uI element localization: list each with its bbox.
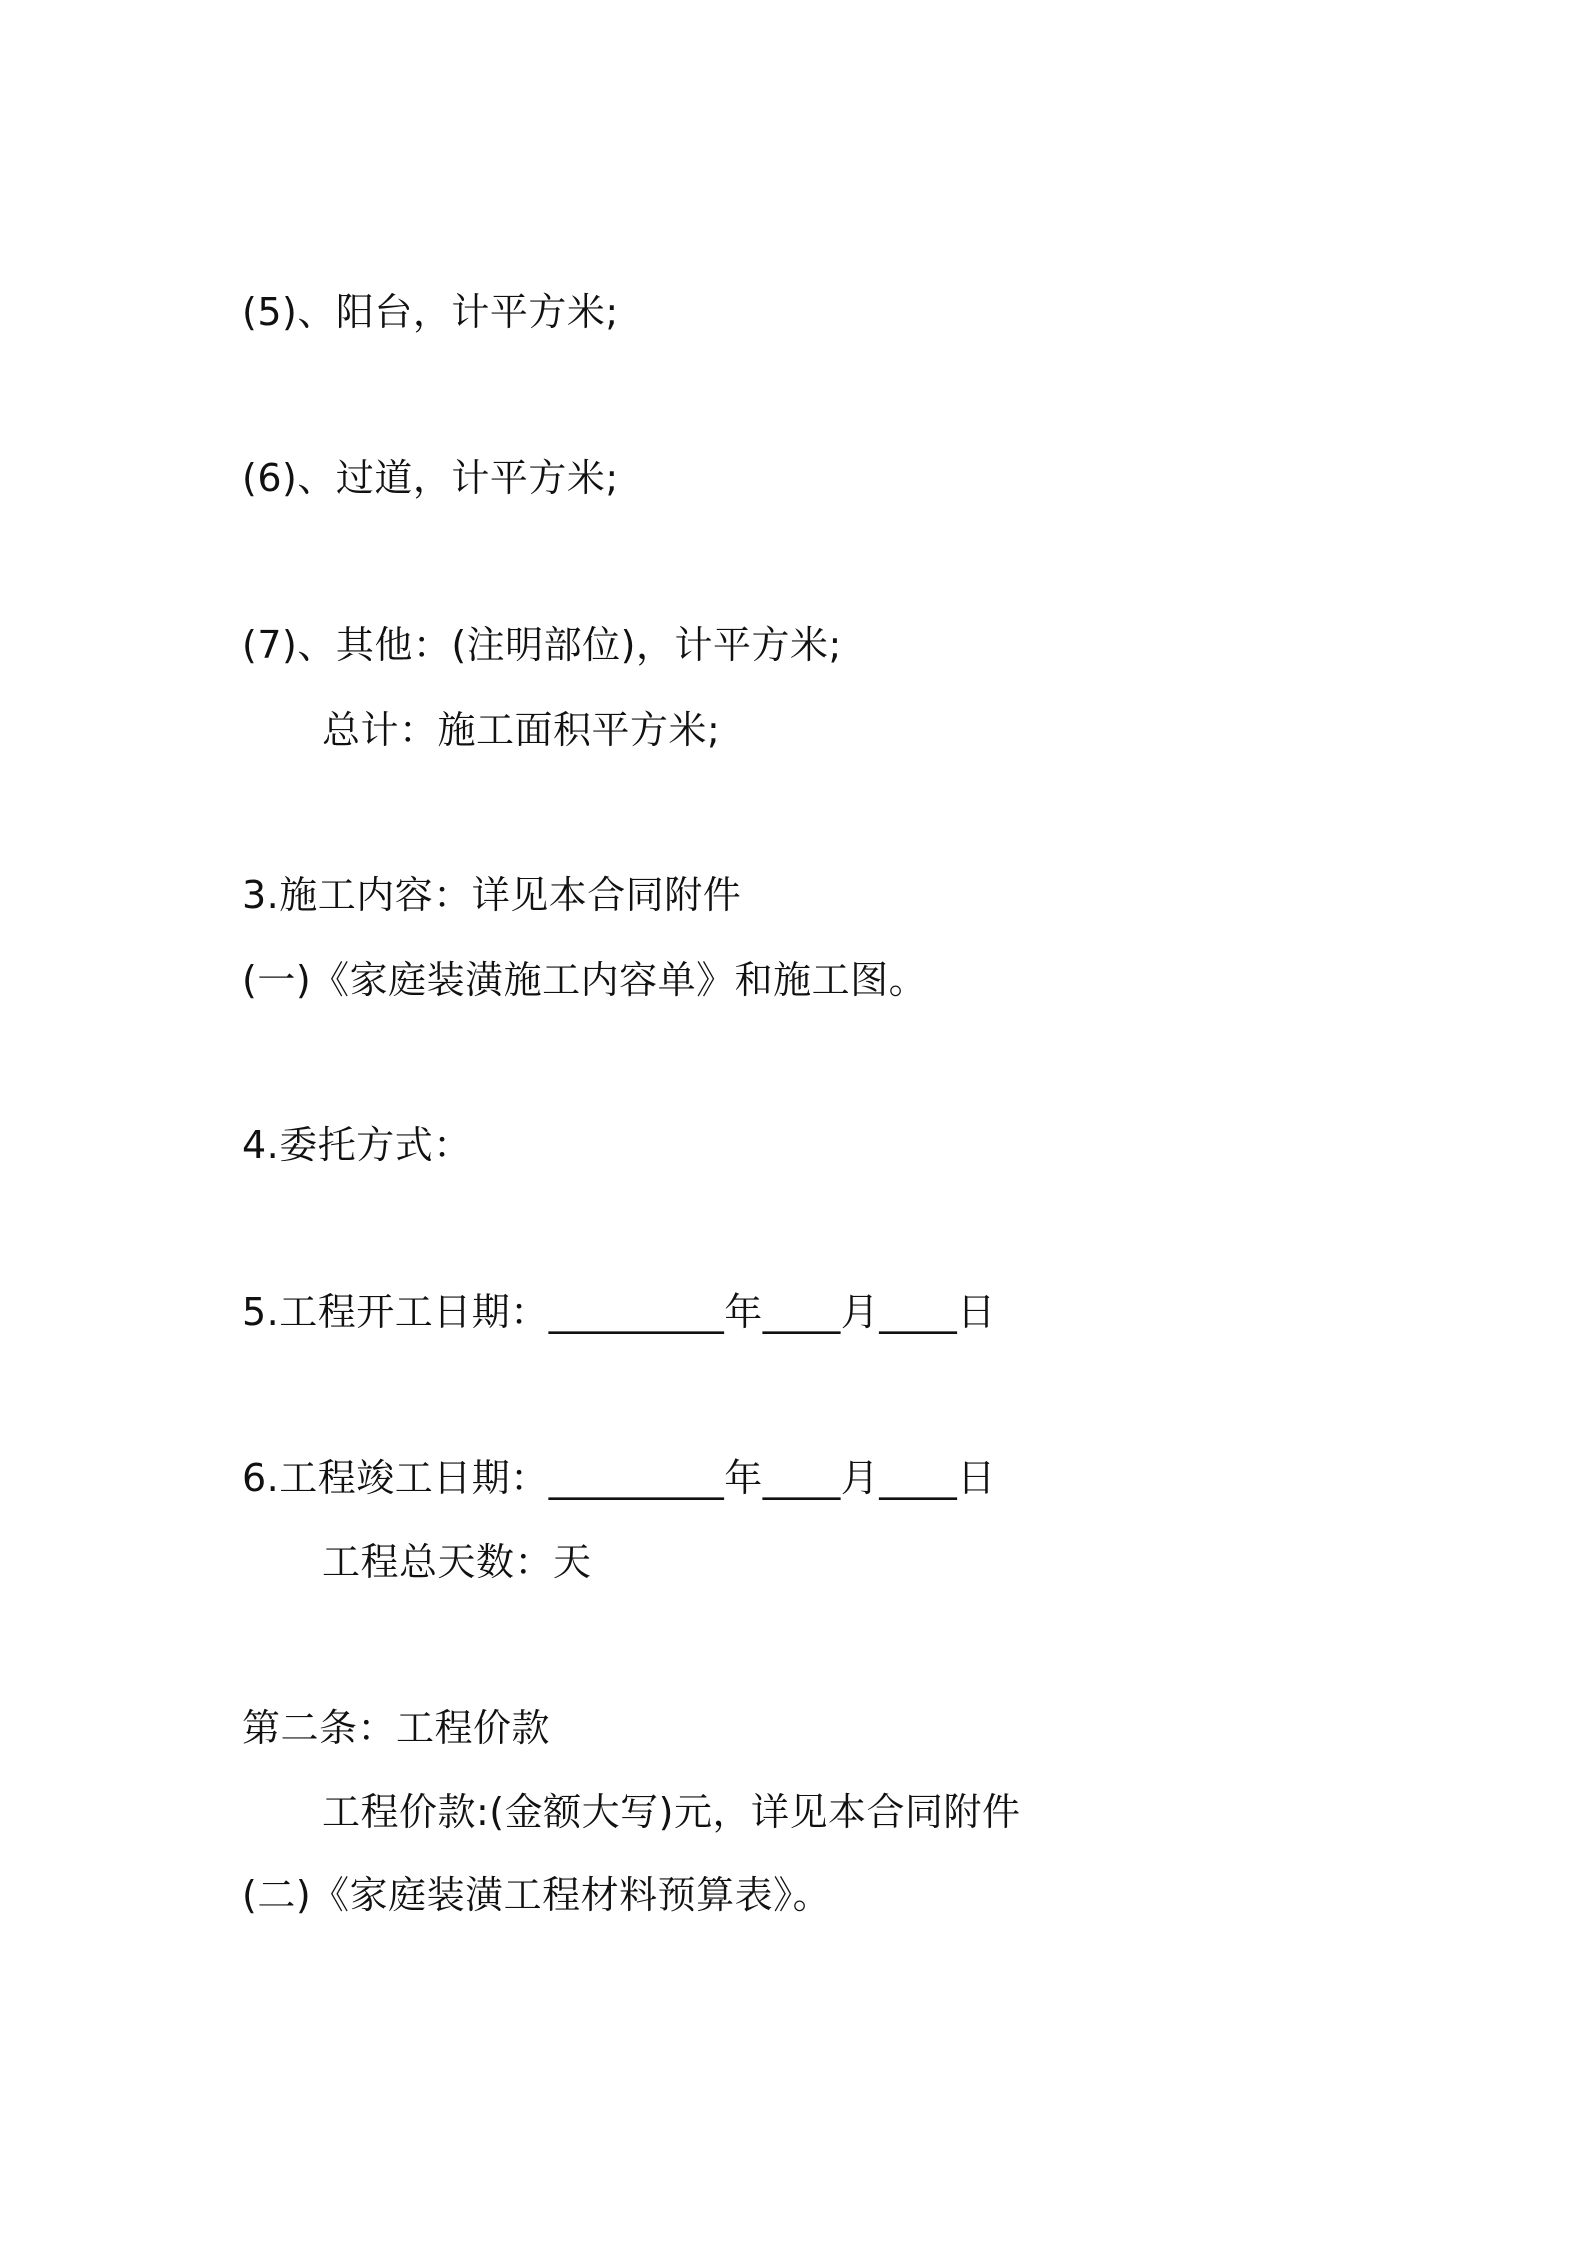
completion-date-line: 6.工程竣工日期：_________年____月____日 [242, 1456, 996, 1500]
item-balcony-area: (5)、阳台，计平方米; [242, 290, 619, 334]
item-corridor-area: (6)、过道，计平方米; [242, 456, 619, 500]
start-date-line: 5.工程开工日期：_________年____月____日 [242, 1290, 996, 1334]
material-budget-reference: (二)《家庭装潢工程材料预算表》。 [242, 1873, 832, 1917]
total-days-line: 工程总天数：天 [322, 1540, 592, 1584]
project-price-line: 工程价款:(金额大写)元，详见本合同附件 [322, 1790, 1021, 1834]
total-construction-area: 总计：施工面积平方米; [322, 708, 721, 752]
construction-content-heading: 3.施工内容：详见本合同附件 [242, 873, 742, 917]
item-other-area: (7)、其他：(注明部位)，计平方米; [242, 623, 842, 667]
commission-method: 4.委托方式： [242, 1123, 472, 1167]
article-two-heading: 第二条：工程价款 [242, 1706, 551, 1750]
construction-content-detail: (一)《家庭装潢施工内容单》和施工图。 [242, 958, 928, 1002]
